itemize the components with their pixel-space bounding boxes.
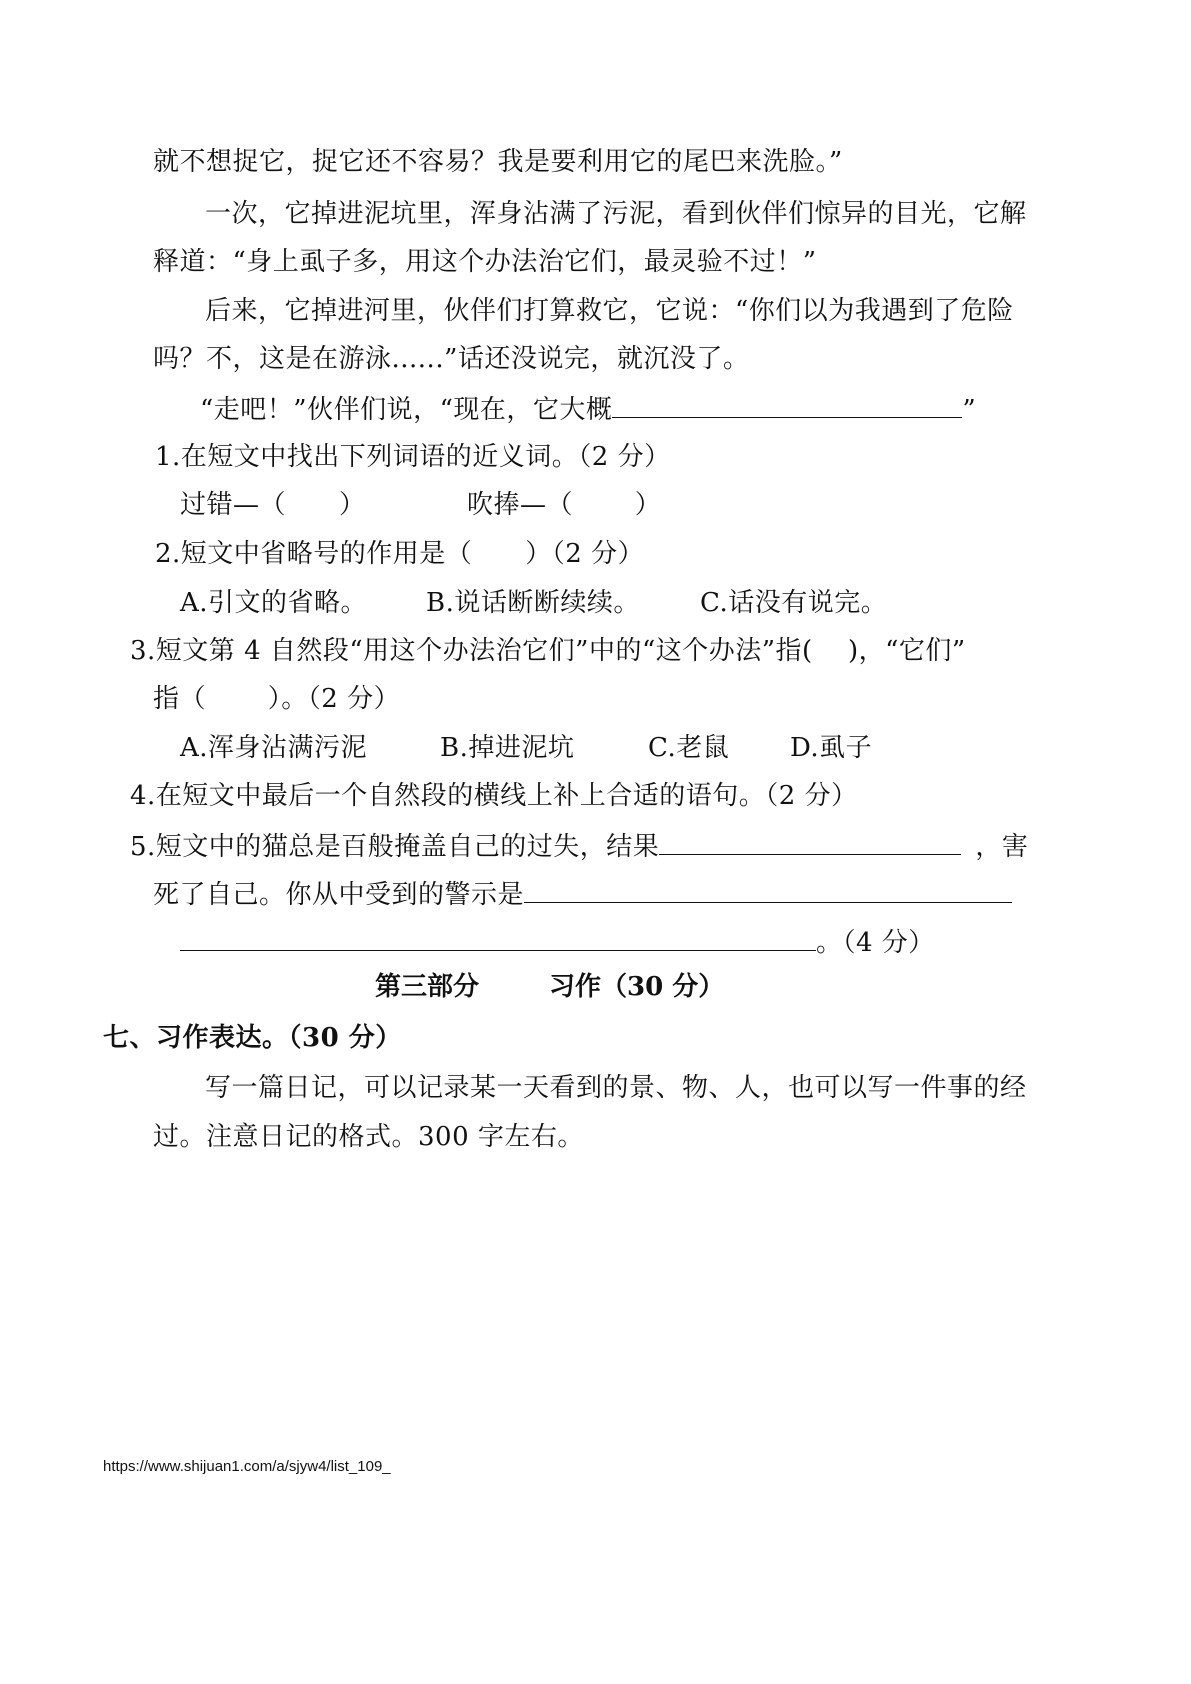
part-3-title xyxy=(375,970,724,1004)
part-3-title-subject: 习作（30 分） xyxy=(549,972,725,1002)
part-3-title-label: 第三部分 xyxy=(375,972,480,1002)
question-3-line-1: 3.短文第 4 自然段“用这个办法治它们”中的“这个办法”指( )，“它们” xyxy=(130,636,966,666)
story-line-4: 后来，它掉进河里，伙伴们打算救它，它说：“你们以为我遇到了危险 xyxy=(205,296,1014,326)
answer-blank-warning[interactable] xyxy=(524,876,1012,903)
question-2-option-a: A.引文的省略。 xyxy=(180,588,368,618)
question-5-score: 。（4 分） xyxy=(816,928,935,958)
question-5-warning-text: 死了自己。你从中受到的警示是 xyxy=(153,880,525,910)
story-line-6-text: “走吧！”伙伴们说，“现在，它大概 xyxy=(200,395,613,425)
question-1: 1.在短文中找出下列词语的近义词。（2 分） xyxy=(155,442,671,472)
story-line-6-close-quote: ” xyxy=(962,395,977,425)
question-2-option-b: B.说话断断续续。 xyxy=(426,588,640,618)
question-5-line-3 xyxy=(180,924,935,960)
question-5-line-1 xyxy=(130,828,1028,864)
question-3-option-a: A.浑身沾满污泥 xyxy=(180,733,368,763)
question-5-text-end: ，害 xyxy=(975,832,1029,862)
section-7-prompt-line-2: 过。注意日记的格式。300 字左右。 xyxy=(153,1122,584,1152)
story-line-6 xyxy=(200,391,976,427)
question-5-text: 5.短文中的猫总是百般掩盖自己的过失，结果 xyxy=(130,832,660,862)
question-1-item-a: 过错—（ ） xyxy=(180,490,366,520)
question-3-option-c: C.老鼠 xyxy=(648,733,730,763)
story-line-3: 释道：“身上虱子多，用这个办法治它们，最灵验不过！” xyxy=(153,247,817,277)
answer-blank-result[interactable] xyxy=(659,828,961,855)
question-2: 2.短文中省略号的作用是（ ）（2 分） xyxy=(155,539,645,569)
question-3-line-2: 指（ ）。（2 分） xyxy=(153,684,401,714)
story-line-1: 就不想捉它，捉它还不容易？我是要利用它的尾巴来洗脸。” xyxy=(153,147,843,177)
footer-url: https://www.shijuan1.com/a/sjyw4/list_109_ xyxy=(103,1458,391,1475)
story-line-5: 吗？不，这是在游泳......”话还没说完，就沉没了。 xyxy=(153,344,750,374)
answer-blank-warning-continued[interactable] xyxy=(180,924,816,951)
section-7-prompt-line-1: 写一篇日记，可以记录某一天看到的景、物、人，也可以写一件事的经 xyxy=(205,1073,1027,1103)
question-3-option-b: B.掉进泥坑 xyxy=(440,733,575,763)
question-1-item-b: 吹捧—（ ） xyxy=(467,490,662,520)
section-7-heading: 七、习作表达。（30 分） xyxy=(103,1023,402,1053)
question-4: 4.在短文中最后一个自然段的横线上补上合适的语句。（2 分） xyxy=(130,781,858,811)
answer-blank-final-sentence[interactable] xyxy=(612,391,962,418)
question-2-option-c: C.话没有说完。 xyxy=(700,588,888,618)
question-3-option-d: D.虱子 xyxy=(790,733,873,763)
question-5-line-2 xyxy=(153,876,1012,912)
story-line-2: 一次，它掉进泥坑里，浑身沾满了污泥，看到伙伴们惊异的目光，它解 xyxy=(205,199,1027,229)
